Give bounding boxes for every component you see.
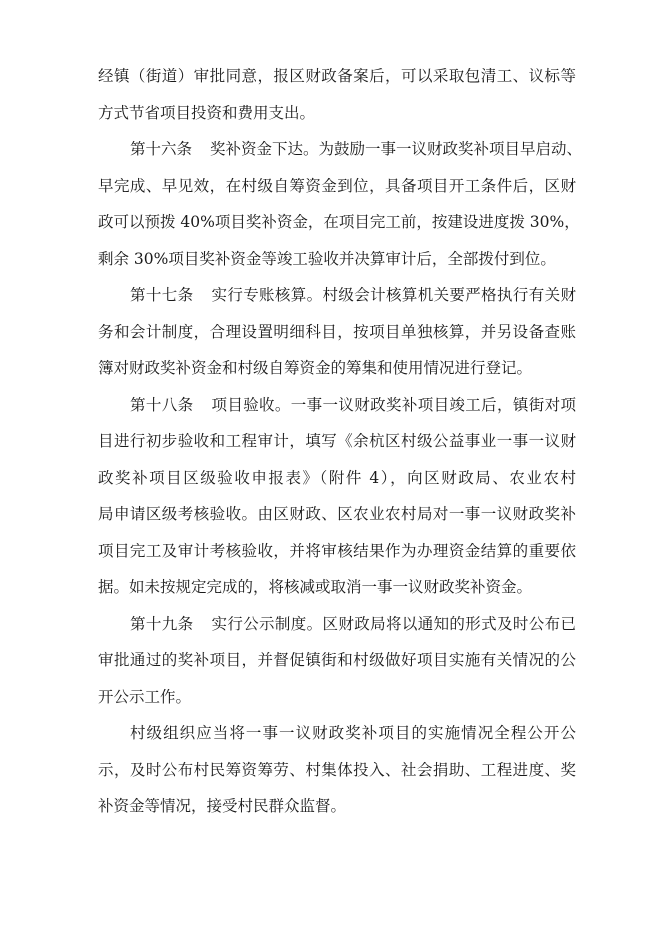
text-line: 政可以预拨 40%项目奖补资金，在项目完工前，按建设进度拨 30%， [98, 213, 580, 231]
article-16 [98, 131, 583, 277]
text-line: 审批通过的奖补项目，并督促镇街和村级做好项目实施有关情况的公 [98, 651, 576, 669]
text-line: 据。如未按规定完成的，将核减或取消一事一议财政奖补资金。 [98, 578, 533, 596]
article-title: 第十六条 [130, 140, 193, 158]
article-text: 实行公示制度。区财政局将以通知的形式及时公布已 [211, 614, 576, 633]
text-line: 方式节省项目投资和费用支出。 [98, 103, 316, 122]
article-first-line [98, 277, 576, 314]
paragraph-closing [98, 715, 576, 825]
text-line: 政奖补项目区级验收申报表》（附件 4），向区财政局、农业农村 [98, 468, 576, 487]
article-first-line [98, 606, 576, 643]
article-title: 第十八条 [130, 395, 194, 414]
article-title: 第十七条 [130, 286, 194, 304]
text-line: 示，及时公布村民筹资筹劳、村集体投入、社会捐助、工程进度、奖 [98, 760, 576, 779]
article-first-line [98, 387, 576, 424]
text-line: 补资金等情况，接受村民群众监督。 [98, 797, 347, 815]
article-18 [98, 387, 576, 606]
article-title: 第十九条 [130, 614, 194, 633]
paragraph-continuation [98, 58, 576, 131]
text-line: 村级组织应当将一事一议财政奖补项目的实施情况全程公开公 [130, 724, 576, 742]
text-line: 目进行初步验收和工程审计，填写《余杭区村级公益事业一事一议财 [98, 432, 576, 450]
article-text: 奖补资金下达。为鼓励一事一议财政奖补项目早启动、 [210, 140, 583, 158]
article-first-line [98, 131, 583, 168]
text-line: 剩余 30%项目奖补资金等竣工验收并决算审计后，全部拨付到位。 [98, 249, 556, 268]
text-line: 务和会计制度，合理设置明细科目，按项目单独核算，并另设备查账 [98, 322, 576, 341]
text-line: 局申请区级考核验收。由区财政、区农业农村局对一事一议财政奖补 [98, 505, 576, 523]
text-line: 早完成、早见效，在村级自筹资金到位，具备项目开工条件后，区财 [98, 176, 576, 195]
document-page [98, 58, 583, 825]
article-text: 实行专账核算。村级会计核算机关要严格执行有关财 [211, 286, 576, 304]
text-line: 开公示工作。 [98, 687, 192, 706]
text-line: 项目完工及审计考核验收，并将审核结果作为办理资金结算的重要依 [98, 541, 576, 560]
text-line: 经镇（街道）审批同意，报区财政备案后，可以采取包清工、议标等 [98, 67, 576, 85]
article-19 [98, 606, 576, 716]
article-17 [98, 277, 576, 387]
article-text: 项目验收。一事一议财政奖补项目竣工后，镇街对项 [211, 395, 576, 414]
text-line: 簿对财政奖补资金和村级自筹资金的筹集和使用情况进行登记。 [98, 359, 533, 377]
